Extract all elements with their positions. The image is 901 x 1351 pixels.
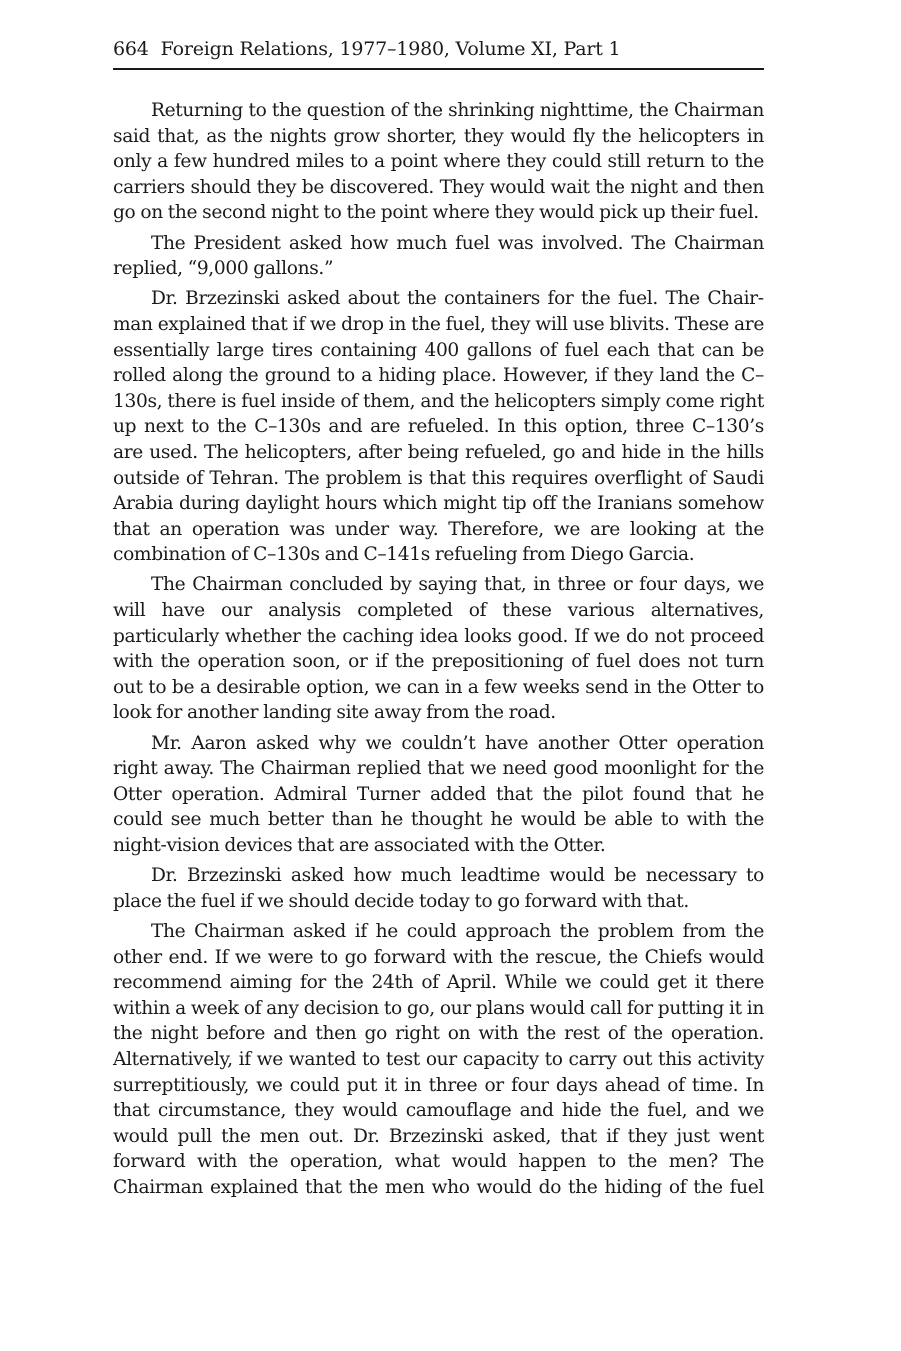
- paragraph: The President asked how much fuel was involved. The Chairman replied, “9,000 gallons.”: [113, 232, 764, 280]
- paragraph: The Chairman concluded by saying that, in three or four days, we will have our analysis completed of these various alternatives, particularly whether the caching idea looks good. If we do not proceed with the operation soon, or if the prepositioning of fuel does not turn out to be a desirable option, we can in a few weeks send in the Otter to look for another landing site away from the road.: [113, 574, 764, 724]
- page-number: 664: [113, 38, 149, 60]
- document-page: [113, 36, 764, 1205]
- paragraph: The Chairman asked if he could approach the problem from the other end. If we were to go forward with the rescue, the Chiefs would recommend aiming for the 24th of April. While we could get it there within a week of any decision to go, our plans would call for putting it in the night before and then go right on with the rest of the operation. Alternatively, if we wanted to test our capacity to carry out this activity surreptitiously, we could put it in three or four days ahead of time. In that circumstance, they would camouflage and hide the fuel, and we would pull the men out. Dr. Brzezinski asked, that if they just went forward with the operation, what would happen to the men? The Chairman explained that the men who would do the hiding of the fuel: [113, 920, 764, 1198]
- running-header: [113, 36, 764, 70]
- paragraph: Dr. Brzezinski asked about the containers for the fuel. The Chairman explained that if we drop in the fuel, they will use blivits. These are essentially large tires containing 400 gallons of fuel each that can be rolled along the ground to a hiding place. However, if they land the C–130s, there is fuel inside of them, and the helicopters simply come right up next to the C–130s and are refueled. In this option, three C–130’s are used. The helicopters, after being refueled, go and hide in the hills outside of Tehran. The problem is that this requires overflight of Saudi Arabia during daylight hours which might tip off the Iranians somehow that an operation was under way. Therefore, we are looking at the combination of C–130s and C–141s refueling from Diego Garcia.: [113, 288, 764, 566]
- paragraph: Mr. Aaron asked why we couldn’t have another Otter operation right away. The Chairman replied that we need good moonlight for the Otter operation. Admiral Turner added that the pilot found that he could see much better than he thought he would be able to with the night-vision devices that are associated with the Otter.: [113, 732, 764, 856]
- paragraph: Dr. Brzezinski asked how much leadtime would be necessary to place the fuel if we should decide today to go forward with that.: [113, 865, 764, 912]
- body-text: [113, 98, 764, 1201]
- paragraph: Returning to the question of the shrinking nighttime, the Chairman said that, as the nights grow shorter, they would fly the helicopters in only a few hundred miles to a point where they could still return to the carriers should they be discovered. They would wait the night and then go on the second night to the point where they would pick up their fuel.: [113, 100, 764, 224]
- volume-title: Foreign Relations, 1977–1980, Volume XI, Part 1: [160, 38, 621, 60]
